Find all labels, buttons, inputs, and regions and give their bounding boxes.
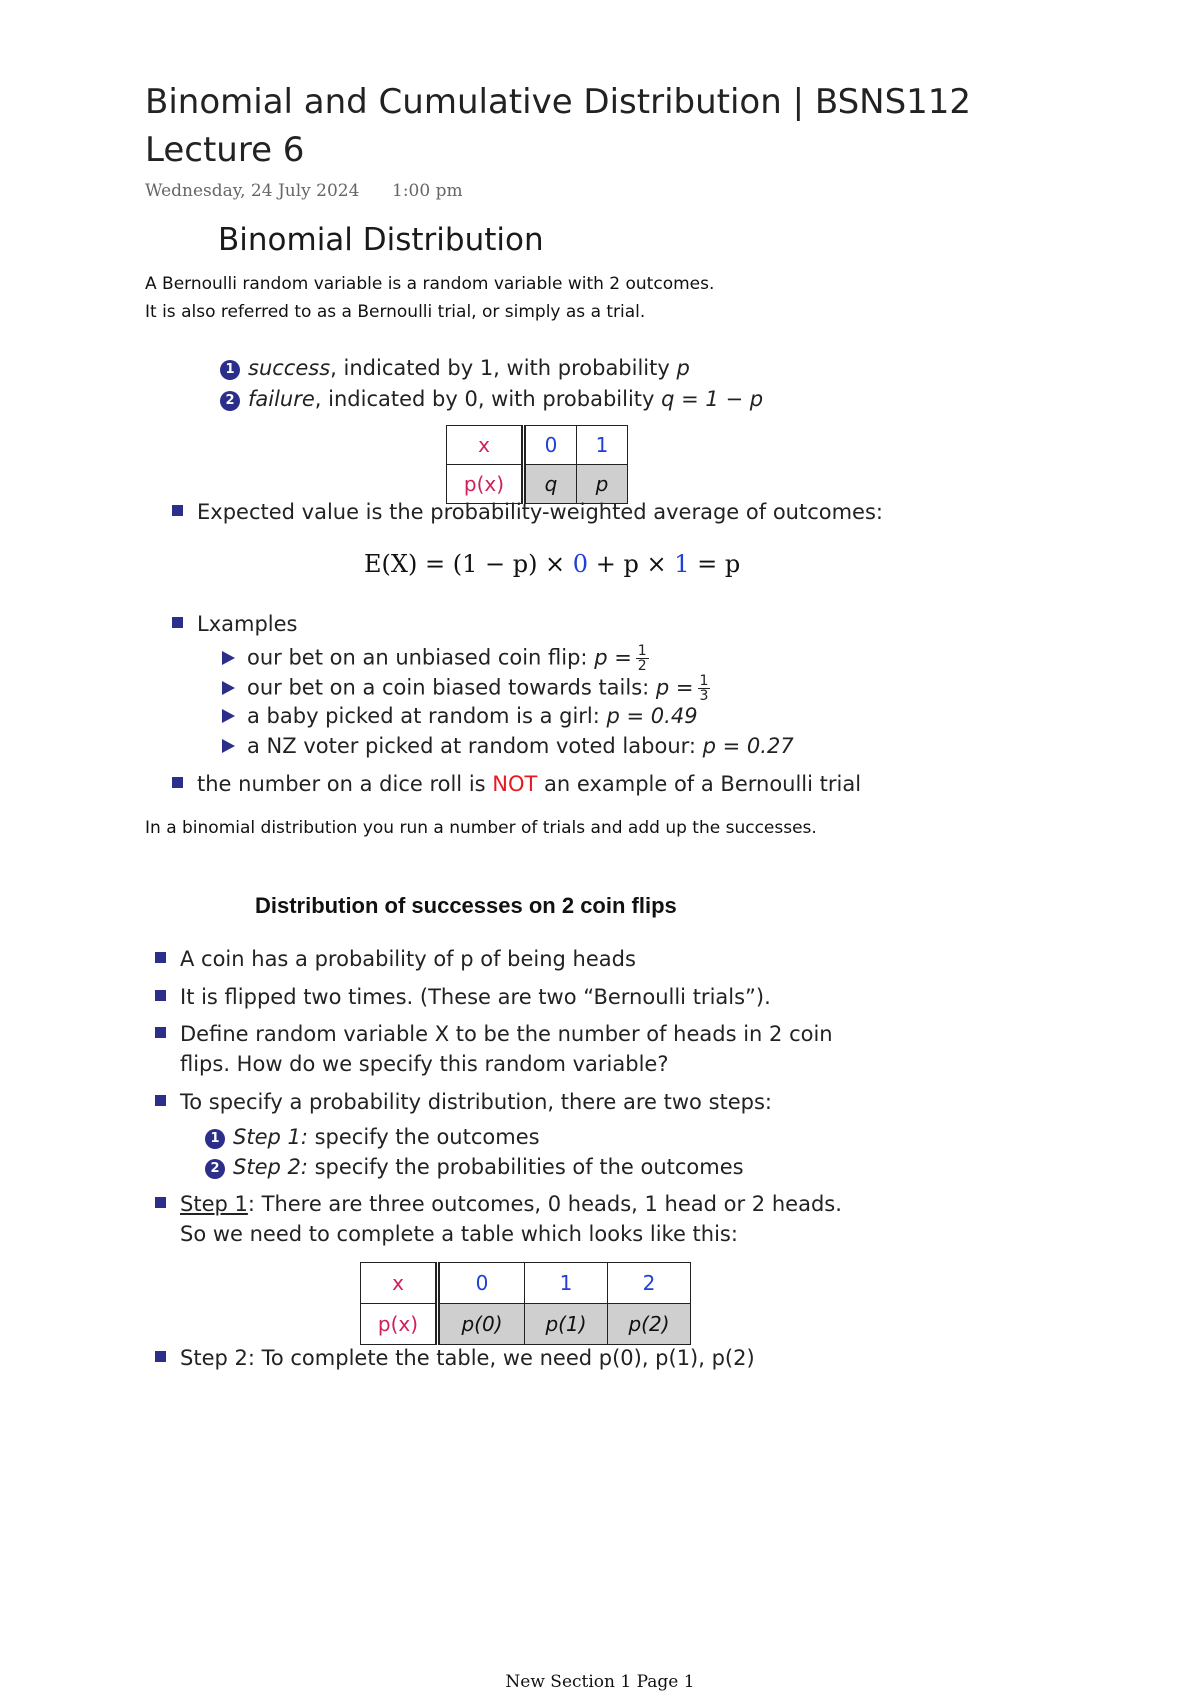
example-p: p = 0.27 [702,734,794,758]
bullet-step2 [155,1346,755,1370]
fraction-num: 1 [699,673,709,689]
bullet-icon [172,777,183,788]
table-cell: p(0) [438,1304,525,1345]
slide-heading: Distribution of successes on 2 coin flips [255,893,677,918]
bullet-text: : There are three outcomes, 0 heads, 1 head or 2 heads. [247,1192,842,1216]
example-p: p = [594,645,632,670]
expected-value-formula [364,550,740,578]
number-2-icon: 2 [220,391,240,411]
bullet [155,985,771,1009]
example-item [222,704,698,728]
bullet-icon [155,1027,166,1038]
example-text: a NZ voter picked at random voted labour: [247,734,703,758]
outcome-success [220,356,690,380]
bullet-icon [172,617,183,628]
bullet-text: To specify a probability distribution, there are two steps: [180,1090,773,1114]
step-item [205,1125,540,1149]
number-1-icon: 1 [220,360,240,380]
bullet [155,1022,833,1046]
bullet-text: Define random variable X to be the number of heads in 2 coin [180,1022,833,1046]
table-cell: p(2) [608,1304,691,1345]
example-item [222,674,710,703]
formula-part: = p [689,550,741,578]
bullet-text: the number on a dice roll is [197,772,493,796]
page-title: Binomial and Cumulative Distribution | BSNS112 Lecture 6 [145,82,972,170]
example-text: a baby picked at random is a girl: [247,704,607,728]
table-cell: 1 [577,426,628,465]
step-text: specify the probabilities of the outcomes [307,1155,744,1179]
bullet-continuation: flips. How do we specify this random variable? [180,1052,669,1076]
outcome-label: success [248,356,331,380]
time-label: 1:00 pm [392,181,463,201]
bullet-text: It is flipped two times. (These are two “Bernoulli trials”). [180,985,771,1009]
table-header-x: x [447,426,524,465]
formula-part: E(X) = (1 − p) × [364,550,573,578]
bullet-expected [172,500,883,524]
outcome-failure [220,387,763,411]
step-item [205,1155,744,1179]
example-item [222,644,649,673]
section-heading: Binomial Distribution [218,222,544,258]
bullet-icon [155,1197,166,1208]
triangle-bullet-icon [222,739,235,753]
number-1-icon: 1 [205,1129,225,1149]
fraction-den: 2 [637,658,647,674]
paragraph: It is also referred to as a Bernoulli trial, or simply as a trial. [145,302,646,322]
bullet-continuation: So we need to complete a table which looks like this: [180,1222,738,1246]
page-footer: New Section 1 Page 1 [505,1672,695,1692]
bullet-text: Expected value is the probability-weighted average of outcomes: [197,500,883,524]
formula-part: 0 [572,550,589,578]
bullet-icon [172,505,183,516]
coin-flip-table [360,1262,691,1345]
bernoulli-table [446,425,628,504]
triangle-bullet-icon [222,681,235,695]
example-p: p = [655,675,694,700]
example-text: our bet on a coin biased towards tails: [247,675,656,700]
table-cell: 2 [608,1263,691,1304]
bullet-step1 [155,1192,842,1216]
outcome-var: q = 1 − p [661,387,764,411]
outcome-text: , indicated by 1, with probability [330,356,677,380]
table-cell: 0 [524,426,577,465]
fraction-den: 3 [699,688,709,704]
formula-part: + p × [588,550,675,578]
step-label: Step 2: [233,1155,308,1179]
example-text: our bet on an unbiased coin flip: [247,645,595,670]
fraction [698,674,711,703]
outcome-text: , indicated by 0, with probability [314,387,662,411]
fraction-num: 1 [637,643,647,659]
paragraph: In a binomial distribution you run a number of trials and add up the successes. [145,818,817,838]
table-cell: p [577,465,628,504]
step1-label: Step 1 [180,1192,248,1216]
emphasis-not: NOT [492,772,538,796]
bullet-text: an example of a Bernoulli trial [537,772,862,796]
table-cell: p(1) [525,1304,608,1345]
table-header-x: x [361,1263,438,1304]
table-header-px: p(x) [447,465,524,504]
table-cell: 0 [438,1263,525,1304]
paragraph: A Bernoulli random variable is a random variable with 2 outcomes. [145,274,715,294]
table-header-px: p(x) [361,1304,438,1345]
example-p: p = 0.49 [606,704,698,728]
outcome-label: failure [248,387,315,411]
table-cell: q [524,465,577,504]
step-text: specify the outcomes [307,1125,540,1149]
step-label: Step 1: [233,1125,308,1149]
bullet-icon [155,1351,166,1362]
bullet-text: Lxamples [197,612,298,636]
fraction [636,644,649,673]
date-label: Wednesday, 24 July 2024 [145,181,360,201]
example-item [222,734,794,758]
triangle-bullet-icon [222,709,235,723]
formula-part: 1 [674,550,690,578]
bullet-icon [155,952,166,963]
number-2-icon: 2 [205,1159,225,1179]
bullet-dice [172,772,861,796]
bullet-text: Step 2: To complete the table, we need p(0), p(1), p(2) [180,1346,755,1370]
table-cell: 1 [525,1263,608,1304]
bullet-examples [172,612,297,636]
bullet [155,947,636,971]
bullet-icon [155,990,166,1001]
bullet-text: A coin has a probability of p of being heads [180,947,636,971]
bullet [155,1090,772,1114]
bullet-icon [155,1095,166,1106]
outcome-var: p [676,356,690,380]
triangle-bullet-icon [222,651,235,665]
